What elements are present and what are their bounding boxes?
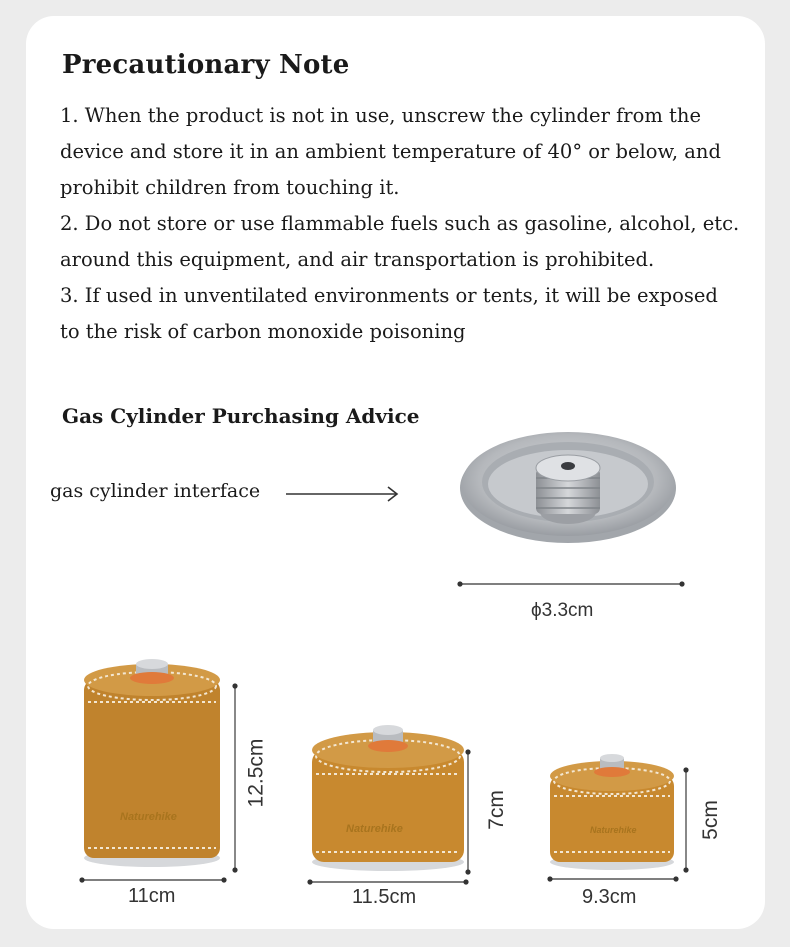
precaution-line: device and store it in an ambient temperature of 40° or below, and <box>60 140 721 163</box>
small-cylinder-image <box>546 752 680 872</box>
height-dimension-line <box>680 766 692 874</box>
precaution-line: to the risk of carbon monoxide poisoning <box>60 320 466 343</box>
precaution-list <box>60 98 760 350</box>
page-title: Precautionary Note <box>62 50 350 80</box>
precaution-line: around this equipment, and air transportation is prohibited. <box>60 248 655 271</box>
height-label: 12.5cm <box>244 738 268 808</box>
large-cylinder-image <box>78 658 228 868</box>
cylinder-brand-logo: Naturehike <box>590 825 637 835</box>
arrow-right-icon <box>284 483 402 505</box>
cylinder-brand-logo: Naturehike <box>120 811 177 823</box>
diameter-label: ϕ3.3cm <box>531 600 594 621</box>
height-dimension-line <box>229 682 241 874</box>
cylinder-brand-logo: Naturehike <box>346 823 403 835</box>
width-dimension-line <box>546 873 680 885</box>
width-label: 11.5cm <box>352 886 417 908</box>
precaution-line: 2. Do not store or use flammable fuels such as gasoline, alcohol, etc. <box>60 212 740 235</box>
valve-interface-image <box>456 416 686 546</box>
diameter-dimension-line <box>456 578 688 590</box>
height-dimension-line <box>462 748 474 876</box>
precaution-line: 1. When the product is not in use, unscrew the cylinder from the <box>60 104 701 127</box>
height-label: 7cm <box>484 790 508 830</box>
interface-label: gas cylinder interface <box>50 480 261 502</box>
medium-cylinder-image <box>306 722 470 872</box>
precaution-line: prohibit children from touching it. <box>60 176 400 199</box>
height-label: 5cm <box>698 800 722 840</box>
precaution-line: 3. If used in unventilated environments or tents, it will be exposed <box>60 284 718 307</box>
width-label: 11cm <box>128 885 176 907</box>
width-label: 9.3cm <box>582 886 637 908</box>
section-subtitle: Gas Cylinder Purchasing Advice <box>62 404 420 428</box>
